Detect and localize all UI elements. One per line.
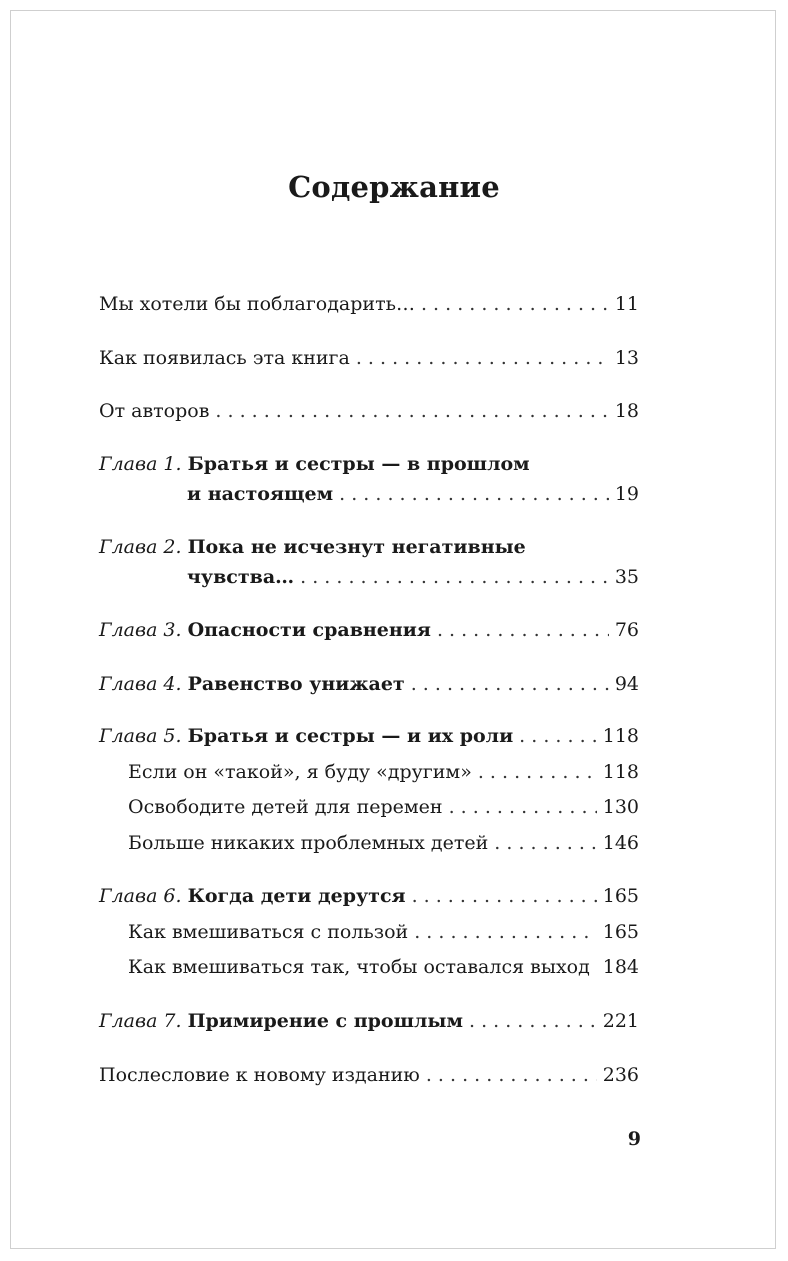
toc-page-number: 18 xyxy=(614,400,639,422)
chapter-prefix: Глава 4. xyxy=(99,673,182,695)
dot-leader xyxy=(414,918,597,946)
toc-chapter-entry[interactable] xyxy=(99,722,639,750)
dot-leader xyxy=(469,1007,597,1035)
dot-leader xyxy=(494,829,596,857)
toc-page-number: 165 xyxy=(602,921,639,943)
toc-page-number: 118 xyxy=(602,761,639,783)
toc-page-number: 35 xyxy=(614,566,639,588)
toc-entry-title: Как появилась эта книга xyxy=(99,347,350,369)
toc-page-number: 130 xyxy=(602,796,639,818)
toc-chapter-entry[interactable] xyxy=(99,1007,639,1035)
chapter-title-continued: чувства… xyxy=(187,566,295,588)
dot-leader xyxy=(519,722,597,750)
chapter-title: Равенство унижает xyxy=(187,673,405,695)
toc-page-number: 19 xyxy=(614,483,639,505)
toc-chapter-entry[interactable] xyxy=(99,670,639,698)
chapter-prefix: Глава 3. xyxy=(99,619,182,641)
dot-leader xyxy=(478,758,597,786)
toc-entry[interactable] xyxy=(99,1061,639,1089)
toc-subentry[interactable] xyxy=(128,829,639,857)
chapter-prefix: Глава 5. xyxy=(99,725,182,747)
chapter-title: Братья и сестры — и их роли xyxy=(187,725,514,747)
toc-page-number: 221 xyxy=(602,1010,639,1032)
chapter-title: Пока не исчезнут негативные xyxy=(187,536,526,558)
toc-page-number: 236 xyxy=(602,1064,639,1086)
toc-chapter-entry[interactable] xyxy=(99,882,639,910)
toc-entry-title: От авторов xyxy=(99,400,210,422)
toc-page-number: 76 xyxy=(614,619,639,641)
toc-page-number: 118 xyxy=(602,725,639,747)
toc-page-number: 165 xyxy=(602,885,639,907)
dot-leader xyxy=(421,290,609,318)
toc-page-number: 13 xyxy=(614,347,639,369)
toc-page-number: 184 xyxy=(602,956,639,978)
toc-page-number: 11 xyxy=(614,293,639,315)
toc-subentry-title: Как вмешиваться с пользой xyxy=(128,921,409,943)
page-number: 9 xyxy=(627,1128,641,1150)
toc-subentry-title: Как вмешиваться так, чтобы оставался выход xyxy=(128,956,590,978)
chapter-title: Опасности сравнения xyxy=(187,619,431,641)
dot-leader xyxy=(437,616,609,644)
toc-subentry[interactable] xyxy=(128,793,639,821)
dot-leader xyxy=(300,563,609,591)
chapter-title: Когда дети дерутся xyxy=(187,885,406,907)
dot-leader xyxy=(449,793,597,821)
chapter-title: Братья и сестры — в прошлом xyxy=(187,453,530,475)
toc-chapter-entry[interactable] xyxy=(99,533,639,561)
chapter-title-continued: и настоящем xyxy=(187,483,334,505)
toc-subentry[interactable] xyxy=(128,953,639,981)
toc-entry-title: Мы хотели бы поблагодарить… xyxy=(99,293,415,315)
dot-leader xyxy=(339,480,609,508)
toc-entry[interactable] xyxy=(99,397,639,425)
chapter-prefix: Глава 6. xyxy=(99,885,182,907)
toc-subentry-title: Если он «такой», я буду «другим» xyxy=(128,761,472,783)
toc-subentry[interactable] xyxy=(128,758,639,786)
toc-entry-continuation[interactable] xyxy=(187,563,639,591)
chapter-prefix: Глава 7. xyxy=(99,1010,182,1032)
dot-leader xyxy=(411,670,609,698)
dot-leader xyxy=(596,953,597,981)
toc-subentry-title: Освободите детей для перемен xyxy=(128,796,443,818)
dot-leader xyxy=(356,344,609,372)
toc-entry[interactable] xyxy=(99,344,639,372)
toc-page-number: 146 xyxy=(602,832,639,854)
toc-chapter-entry[interactable] xyxy=(99,616,639,644)
dot-leader xyxy=(426,1061,597,1089)
dot-leader xyxy=(412,882,597,910)
toc-subentry[interactable] xyxy=(128,918,639,946)
chapter-title: Примирение с прошлым xyxy=(187,1010,463,1032)
toc-page-number: 94 xyxy=(614,673,639,695)
toc-chapter-entry[interactable] xyxy=(99,450,639,478)
chapter-prefix: Глава 1. xyxy=(99,453,182,475)
toc-subentry-title: Больше никаких проблемных детей xyxy=(128,832,489,854)
chapter-prefix: Глава 2. xyxy=(99,536,182,558)
dot-leader xyxy=(215,397,608,425)
page-title: Содержание xyxy=(288,170,500,204)
toc-entry-continuation[interactable] xyxy=(187,480,639,508)
toc-entry[interactable] xyxy=(99,290,639,318)
toc-entry-title: Послесловие к новому изданию xyxy=(99,1064,420,1086)
